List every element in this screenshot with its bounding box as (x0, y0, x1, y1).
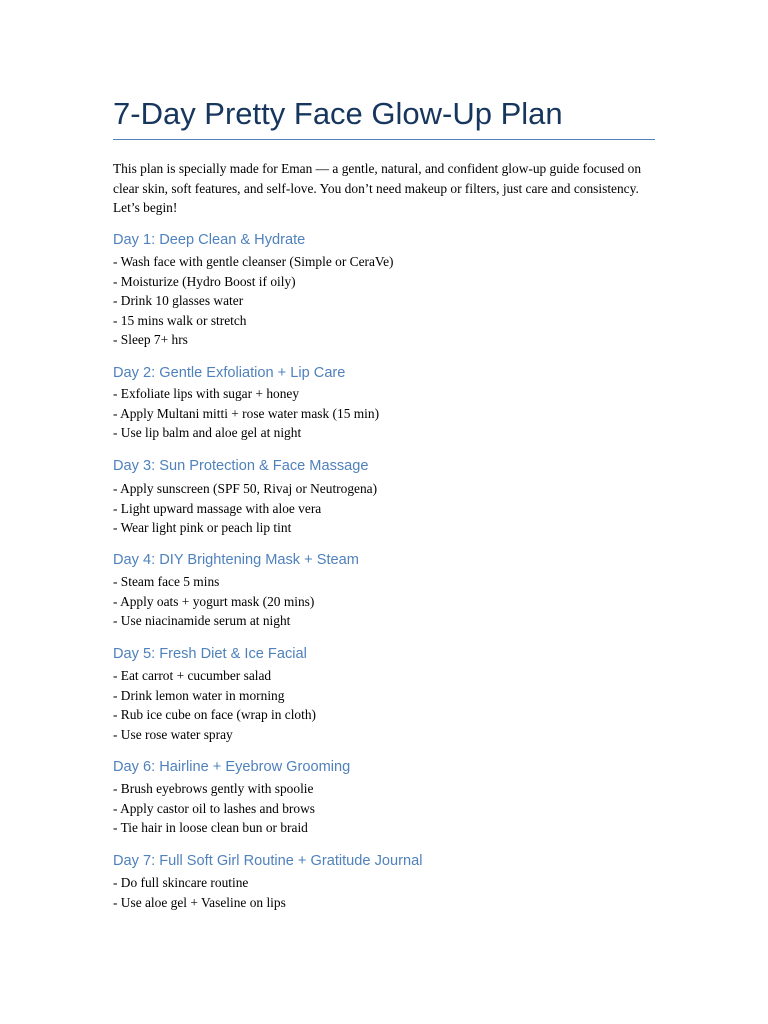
list-item: - Drink lemon water in morning (113, 687, 285, 703)
day-6-heading: Day 6: Hairline + Eyebrow Grooming (113, 759, 351, 775)
list-item: - Do full skincare routine (113, 875, 249, 890)
day-1-list (113, 252, 394, 350)
day-5-heading: Day 5: Fresh Diet & Ice Facial (113, 646, 307, 662)
day-4-heading: Day 4: DIY Brightening Mask + Steam (113, 552, 359, 568)
list-item: - Exfoliate lips with sugar + honey (113, 386, 300, 401)
list-item: - Apply oats + yogurt mask (20 mins) (113, 593, 315, 609)
list-item: - Use lip balm and aloe gel at night (113, 425, 302, 440)
list-item: - Sleep 7+ hrs (113, 332, 188, 347)
list-item: - Drink 10 glasses water (113, 293, 244, 308)
list-item: - Apply castor oil to lashes and brows (113, 800, 315, 816)
list-item: - Apply Multani mitti + rose water mask (15 min) (113, 405, 380, 421)
list-item: - Use aloe gel + Vaseline on lips (113, 894, 286, 910)
document-title: 7-Day Pretty Face Glow-Up Plan (113, 96, 563, 131)
list-item: - Apply sunscreen (SPF 50, Rivaj or Neutrogena) (113, 481, 378, 496)
list-item: - 15 mins walk or stretch (113, 312, 247, 328)
list-item: - Tie hair in loose clean bun or braid (113, 820, 308, 835)
list-item: - Steam face 5 mins (113, 574, 220, 589)
day-7-list (113, 873, 286, 912)
intro-paragraph: This plan is specially made for Eman — a gentle, natural, and confident glow-up guide focused on clear skin, soft features, and self-love. You don’t need makeup or filters, just care and consistency. Let’s begin! (113, 161, 642, 215)
day-3-list (113, 479, 377, 538)
day-3-heading: Day 3: Sun Protection & Face Massage (113, 458, 369, 474)
title-divider (113, 139, 655, 140)
list-item: - Brush eyebrows gently with spoolie (113, 781, 314, 796)
day-2-list (113, 384, 379, 443)
day-4-list (113, 572, 314, 631)
day-1-heading: Day 1: Deep Clean & Hydrate (113, 232, 306, 248)
day-6-list (113, 779, 315, 838)
day-2-heading: Day 2: Gentle Exfoliation + Lip Care (113, 365, 346, 381)
day-7-heading: Day 7: Full Soft Girl Routine + Gratitude Journal (113, 853, 423, 869)
list-item: - Use niacinamide serum at night (113, 613, 291, 628)
list-item: - Eat carrot + cucumber salad (113, 668, 272, 683)
list-item: - Use rose water spray (113, 726, 233, 742)
list-item: - Moisturize (Hydro Boost if oily) (113, 273, 296, 289)
list-item: - Light upward massage with aloe vera (113, 500, 322, 516)
list-item: - Wash face with gentle cleanser (Simple or CeraVe) (113, 254, 394, 269)
day-5-list (113, 666, 316, 744)
list-item: - Rub ice cube on face (wrap in cloth) (113, 707, 317, 722)
list-item: - Wear light pink or peach lip tint (113, 520, 292, 535)
